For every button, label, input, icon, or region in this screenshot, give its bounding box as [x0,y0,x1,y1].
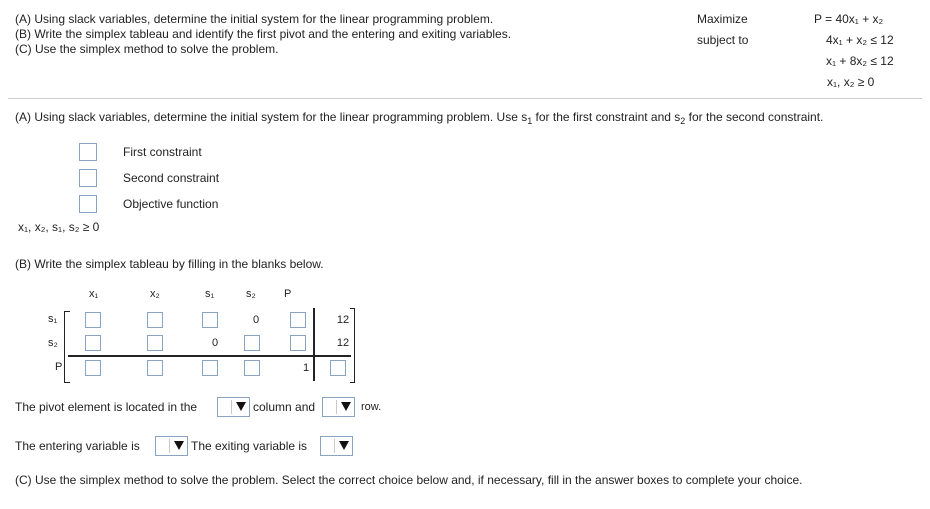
row-label-s1: s₁ [48,313,58,325]
tableau-r3-s1[interactable] [202,360,218,376]
pivot-column-dropdown[interactable] [217,397,250,417]
tableau-r3-x1[interactable] [85,360,101,376]
dropdown-separator [334,439,335,453]
problem-part-c: (C) Use the simplex method to solve the problem. [15,42,279,56]
pivot-row-dropdown[interactable] [322,397,355,417]
tableau-r3-rhs[interactable] [330,360,346,376]
col-header-x1: x₁ [89,288,99,300]
s1-subscript: 1 [527,116,533,126]
dropdown-arrow-icon [236,402,246,411]
nonnegativity: x₁, x₂ ≥ 0 [827,75,875,89]
tableau-r1-rhs-value: 12 [336,314,350,326]
second-constraint-input[interactable] [79,169,97,187]
dropdown-separator [169,439,170,453]
tableau-left-bracket [64,311,70,383]
entering-variable-dropdown[interactable] [155,436,188,456]
col-header-p: P [284,288,292,300]
pivot-text-1: The pivot element is located in the [15,400,198,414]
section-a-nonneg: x₁, x₂, s₁, s₂ ≥ 0 [18,220,100,234]
exiting-variable-label: The exiting variable is [191,439,308,453]
section-a-prompt-end: for the second constraint. [685,110,824,124]
tableau-r2-p[interactable] [290,335,306,351]
col-header-x2: x₂ [150,288,160,300]
tableau-r3-s2[interactable] [244,360,260,376]
second-constraint-label: Second constraint [123,171,220,185]
tableau-r2-s1-value: 0 [211,337,219,349]
pivot-text-2: column and [253,400,316,414]
dropdown-separator [336,400,337,414]
constraint-1: 4x₁ + x₂ ≤ 12 [826,33,894,47]
dropdown-arrow-icon [341,402,351,411]
row-label-p: P [55,361,63,373]
tableau-hline [68,355,351,357]
maximize-label: Maximize [697,12,748,26]
section-a-prompt [15,110,823,124]
tableau-r1-x2[interactable] [147,312,163,328]
tableau-r3-p-value: 1 [302,362,310,374]
tableau-r2-x2[interactable] [147,335,163,351]
tableau-r1-p[interactable] [290,312,306,328]
objective-function-label: Objective function [123,197,219,211]
exiting-variable-dropdown[interactable] [320,436,353,456]
tableau-r1-x1[interactable] [85,312,101,328]
dropdown-arrow-icon [339,441,349,450]
entering-variable-label: The entering variable is [15,439,140,453]
objective-function: P = 40x₁ + x₂ [814,12,884,26]
problem-part-a: (A) Using slack variables, determine the initial system for the linear programming problem. [15,12,494,26]
tableau-r1-s1[interactable] [202,312,218,328]
s2-subscript: 2 [680,116,686,126]
tableau-r1-s2-value: 0 [252,314,260,326]
constraint-2: x₁ + 8x₂ ≤ 12 [826,54,894,68]
tableau-r2-s2[interactable] [244,335,260,351]
divider [8,98,922,99]
first-constraint-label: First constraint [123,145,202,159]
pivot-text-3: row. [361,401,382,413]
subject-to-label: subject to [697,33,749,47]
dropdown-arrow-icon [174,441,184,450]
col-header-s1: s₁ [205,288,215,300]
objective-function-input[interactable] [79,195,97,213]
tableau-r3-x2[interactable] [147,360,163,376]
section-a-prompt-main: (A) Using slack variables, determine the initial system for the linear programming problem. Use s [15,110,528,124]
section-a-prompt-mid: for the first constraint and s [532,110,681,124]
section-b-prompt: (B) Write the simplex tableau by filling in the blanks below. [15,257,324,271]
tableau-r2-x1[interactable] [85,335,101,351]
dropdown-separator [231,400,232,414]
tableau-r2-rhs-value: 12 [336,337,350,349]
row-label-s2: s₂ [48,337,58,349]
first-constraint-input[interactable] [79,143,97,161]
problem-part-b: (B) Write the simplex tableau and identify the first pivot and the entering and exiting variables. [15,27,512,41]
col-header-s2: s₂ [246,288,256,300]
section-c-prompt: (C) Use the simplex method to solve the problem. Select the correct choice below and, if necessary, fill in the answer boxes to complete your choice. [15,473,803,487]
